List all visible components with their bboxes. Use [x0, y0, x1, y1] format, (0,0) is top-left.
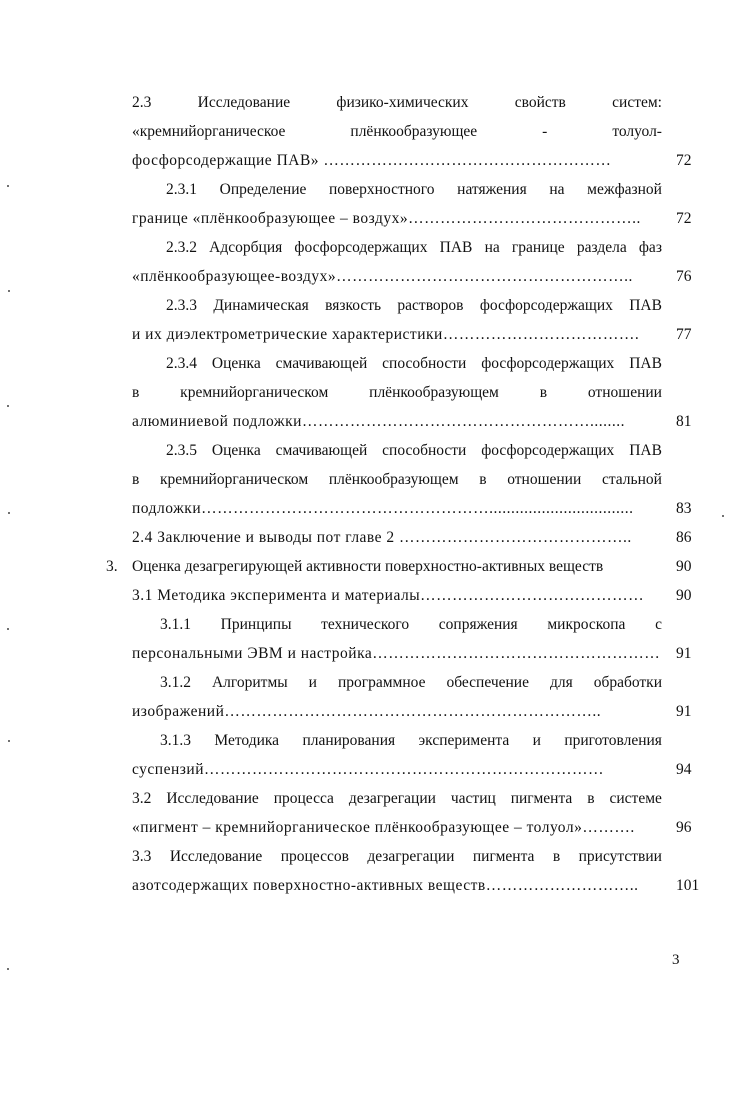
toc-chapter-number: 3.: [106, 558, 118, 575]
toc-page-number: 81: [676, 413, 692, 430]
toc-chapter-title: Оценка дезагрегирующей активности поверхностно-активных веществ: [132, 558, 604, 575]
scan-speck: [7, 968, 9, 970]
toc-entry-line: 2.3 Исследование физико-химических свойств систем:: [132, 94, 662, 111]
toc-entry-line: 3.1.1 Принципы технического сопряжения микроскопа с: [160, 616, 662, 633]
toc-page-number: 86: [676, 529, 692, 546]
scan-speck: [8, 740, 10, 742]
toc-entry-leader: изображений……………………………………………………………..: [132, 703, 602, 720]
toc-page-number: 91: [676, 703, 692, 720]
toc-entry-leader: фосфорсодержащие ПАВ» ………………………………………………: [132, 152, 612, 169]
toc-page-number: 101: [676, 877, 700, 894]
toc-entry-line: 3.2 Исследование процесса дезагрегации частиц пигмента в системе: [132, 790, 662, 807]
toc-page-number: 90: [676, 587, 692, 604]
scan-speck: [8, 512, 10, 514]
toc-entry-line: в кремнийорганическом плёнкообразующем в отношении стальной: [132, 471, 662, 488]
toc-entry-leader: «плёнкообразующее-воздух»………………………………………………..: [132, 268, 633, 285]
scan-speck: [7, 628, 9, 630]
toc-entry-leader: суспензий…………………………………………………………………: [132, 761, 604, 778]
toc-entry-leader: алюминиевой подложки………………………………………………........: [132, 413, 625, 430]
toc-entry-line: 2.3.2 Адсорбция фосфорсодержащих ПАВ на границе раздела фаз: [166, 239, 662, 256]
scan-speck: [7, 405, 9, 407]
toc-entry-line: 2.3.1 Определение поверхностного натяжения на межфазной: [166, 181, 662, 198]
toc-entry-leader: азотсодержащих поверхностно-активных веществ………………………..: [132, 877, 639, 894]
toc-page-number: 72: [676, 210, 692, 227]
toc-entry-leader: 2.4 Заключение и выводы пот главе 2 ……………………………………..: [132, 529, 632, 546]
page-number: 3: [672, 952, 680, 968]
toc-entry-leader: «пигмент – кремнийорганическое плёнкообразующее – толуол»……….: [132, 819, 635, 836]
toc-page-number: 83: [676, 500, 692, 517]
toc-entry-leader: 3.1 Методика эксперимента и материалы……………………………………: [132, 587, 645, 604]
toc-entry-leader: персональными ЭВМ и настройка………………………………………………: [132, 645, 661, 662]
toc-page-number: 96: [676, 819, 692, 836]
toc-page-number: 91: [676, 645, 692, 662]
scan-speck: [7, 185, 9, 187]
toc-page-number: 76: [676, 268, 692, 285]
scan-speck: [722, 515, 724, 517]
toc-entry-line: 2.3.4 Оценка смачивающей способности фосфорсодержащих ПАВ: [166, 355, 662, 372]
scan-speck: [8, 290, 10, 292]
toc-entry-line: 2.3.5 Оценка смачивающей способности фосфорсодержащих ПАВ: [166, 442, 662, 459]
toc-entry-leader: и их диэлектрометрические характеристики……………………………….: [132, 326, 640, 343]
toc-entry-line: в кремнийорганическом плёнкообразующем в отношении: [132, 384, 662, 401]
toc-entry-leader: границе «плёнкообразующее – воздух»……………………………………..: [132, 210, 641, 227]
toc-entry-line: 2.3.3 Динамическая вязкость растворов фосфорсодержащих ПАВ: [166, 297, 662, 314]
toc-entry-leader: подложки……………………………………………….................................: [132, 500, 634, 517]
toc-page-number: 77: [676, 326, 692, 343]
toc-entry-line: 3.1.3 Методика планирования эксперимента и приготовления: [160, 732, 662, 749]
toc-entry-line: «кремнийорганическое плёнкообразующее - толуол-: [132, 123, 662, 140]
toc-page-number: 90: [676, 558, 692, 575]
toc-entry-line: 3.1.2 Алгоритмы и программное обеспечение для обработки: [160, 674, 662, 691]
toc-entry-line: 3.3 Исследование процессов дезагрегации пигмента в присутствии: [132, 848, 662, 865]
toc-page-number: 72: [676, 152, 692, 169]
toc-page-number: 94: [676, 761, 692, 778]
